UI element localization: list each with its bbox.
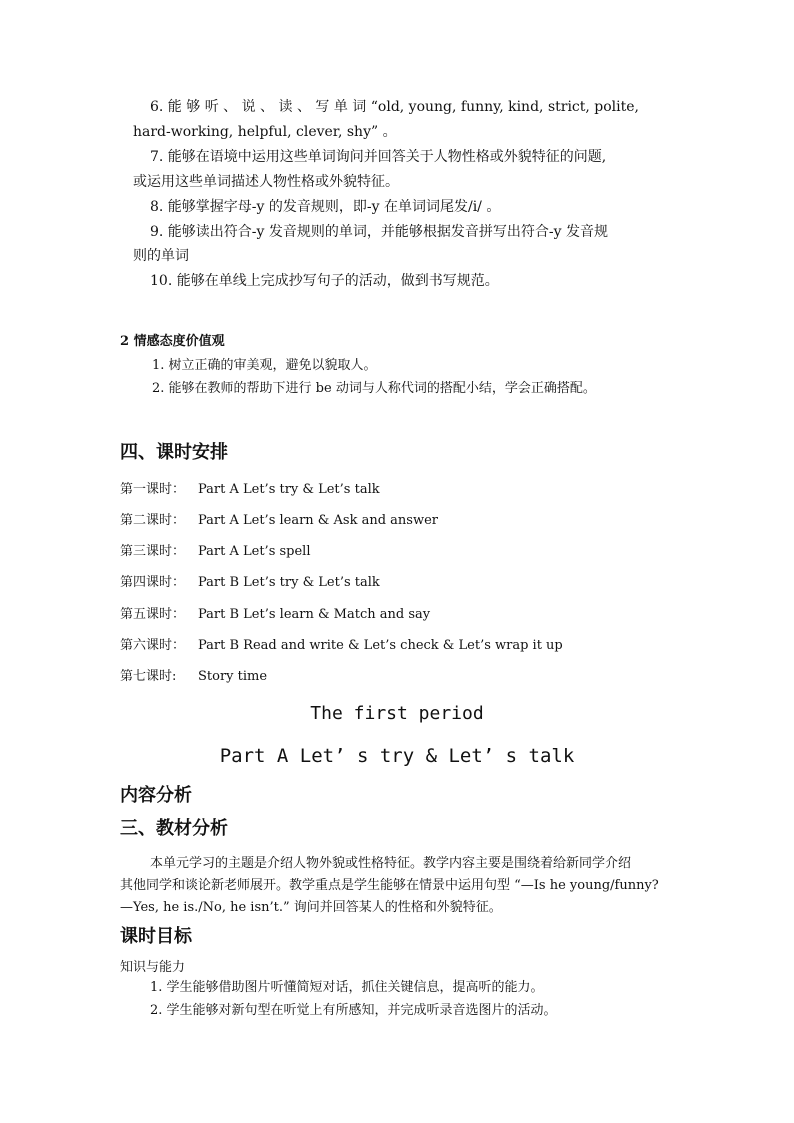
- attitude-item-1: 1. 树立正确的审美观，避免以貌取人。: [152, 358, 377, 373]
- schedule-value: Part A Let’s spell: [198, 544, 311, 559]
- schedule-row: [120, 512, 438, 530]
- schedule-label: 第四课时：: [120, 575, 186, 590]
- objective-10: 10. 能够在单线上完成抄写句子的活动，做到书写规范。: [150, 273, 499, 289]
- period-title: The first period: [310, 703, 484, 724]
- schedule-value: Part B Let’s learn & Match and say: [198, 607, 431, 622]
- schedule-row: [120, 543, 311, 561]
- attitude-heading: 2 情感态度价值观: [120, 334, 225, 349]
- objective-9-line1: 9. 能够读出符合-y 发音规则的单词，并能够根据发音拼写出符合-y 发音规: [150, 224, 608, 240]
- schedule-row: [120, 481, 380, 499]
- objective-8: 8. 能够掌握字母-y 的发音规则，即-y 在单词词尾发/i/ 。: [150, 199, 501, 215]
- schedule-row: [120, 606, 430, 624]
- schedule-heading: 四、课时安排: [120, 442, 228, 463]
- attitude-item-2: 2. 能够在教师的帮助下进行 be 动词与人称代词的搭配小结，学会正确搭配。: [152, 381, 596, 396]
- lesson-goal-item-1: 1. 学生能够借助图片听懂简短对话，抓住关键信息，提高听的能力。: [150, 980, 544, 995]
- objective-7-line2: 或运用这些单词描述人物性格或外貌特征。: [133, 174, 399, 190]
- schedule-label: 第三课时：: [120, 544, 186, 559]
- material-line2: 其他同学和谈论新老师展开。教学重点是学生能够在情景中运用句型 “—Is he young/funny?: [120, 878, 659, 893]
- material-line3: —Yes, he is./No, he isn’t.” 询问并回答某人的性格和外貌特征。: [120, 900, 502, 915]
- schedule-value: Part A Let’s learn & Ask and answer: [198, 513, 438, 528]
- period-subtitle: Part A Let’ s try & Let’ s talk: [219, 745, 575, 767]
- objective-7-line1: 7. 能够在语境中运用这些单词询问并回答关于人物性格或外貌特征的问题,: [150, 149, 607, 165]
- schedule-label: 第一课时：: [120, 482, 186, 497]
- schedule-label: 第二课时：: [120, 513, 186, 528]
- objective-6-line2: hard-working, helpful, clever, shy” 。: [133, 124, 397, 140]
- content-analysis-heading: 内容分析: [120, 785, 192, 806]
- schedule-value: Part B Let’s try & Let’s talk: [198, 575, 380, 590]
- schedule-value: Part B Read and write & Let’s check & Let’s wrap it up: [198, 638, 563, 653]
- objective-6-line1: 6. 能 够 听 、 说 、 读 、 写 单 词 “old, young, funny, kind, strict, polite,: [150, 99, 639, 115]
- lesson-goal-item-2: 2. 学生能够对新句型在听觉上有所感知，并完成听录音选图片的活动。: [150, 1003, 557, 1018]
- objective-9-line2: 则的单词: [133, 248, 189, 264]
- schedule-row: [120, 668, 267, 686]
- schedule-value: Part A Let’s try & Let’s talk: [198, 482, 380, 497]
- schedule-row: [120, 637, 563, 655]
- material-heading: 三、教材分析: [120, 818, 228, 839]
- schedule-value: Story time: [198, 669, 268, 684]
- schedule-row: [120, 574, 380, 592]
- lesson-goals-subheading: 知识与能力: [120, 960, 186, 975]
- lesson-goals-heading: 课时目标: [120, 926, 192, 947]
- schedule-label: 第七课时:: [120, 669, 177, 684]
- schedule-label: 第六课时：: [120, 638, 186, 653]
- schedule-label: 第五课时：: [120, 607, 186, 622]
- material-line1: 本单元学习的主题是介绍人物外貌或性格特征。教学内容主要是围绕着给新同学介绍: [150, 856, 632, 871]
